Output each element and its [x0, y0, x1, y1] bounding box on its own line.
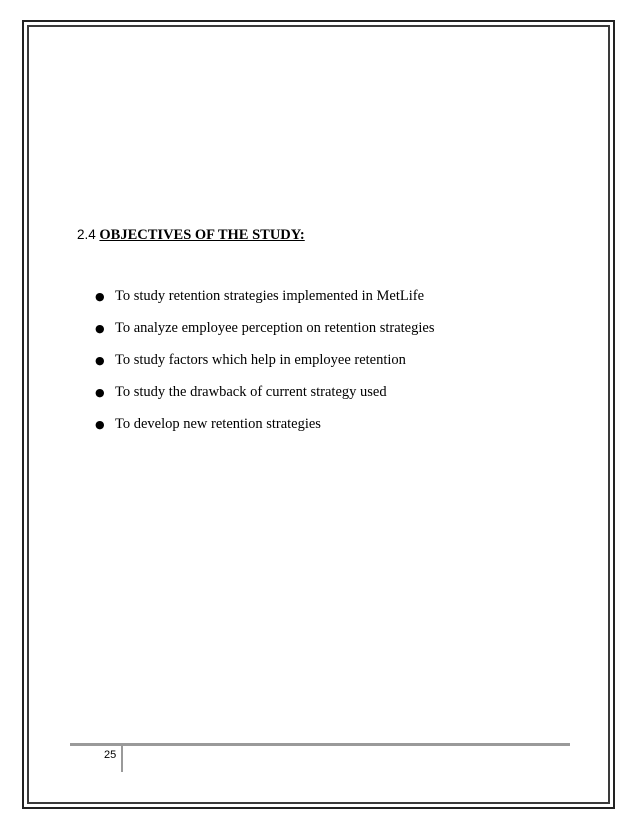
bullet-icon: ● [95, 386, 105, 399]
list-item [95, 384, 434, 416]
list-item [95, 416, 434, 448]
bullet-icon: ● [95, 418, 105, 431]
objective-text: To develop new retention strategies [115, 416, 321, 432]
bullet-icon: ● [95, 290, 105, 303]
list-item [95, 288, 434, 320]
page-number: 25 [104, 749, 117, 761]
objectives-list [95, 288, 434, 448]
objective-text: To study factors which help in employee retention [115, 352, 406, 368]
section-heading [77, 227, 305, 244]
section-title: OBJECTIVES OF THE STUDY: [99, 227, 305, 243]
list-item [95, 352, 434, 384]
section-number: 2.4 [77, 227, 96, 242]
objective-text: To study the drawback of current strategy used [115, 384, 387, 400]
objective-text: To analyze employee perception on retention strategies [115, 320, 435, 336]
bullet-icon: ● [95, 322, 105, 335]
footer-rule [70, 743, 570, 746]
objective-text: To study retention strategies implemented in MetLife [115, 288, 425, 304]
footer-divider [121, 746, 123, 772]
bullet-icon: ● [95, 354, 105, 367]
list-item [95, 320, 434, 352]
